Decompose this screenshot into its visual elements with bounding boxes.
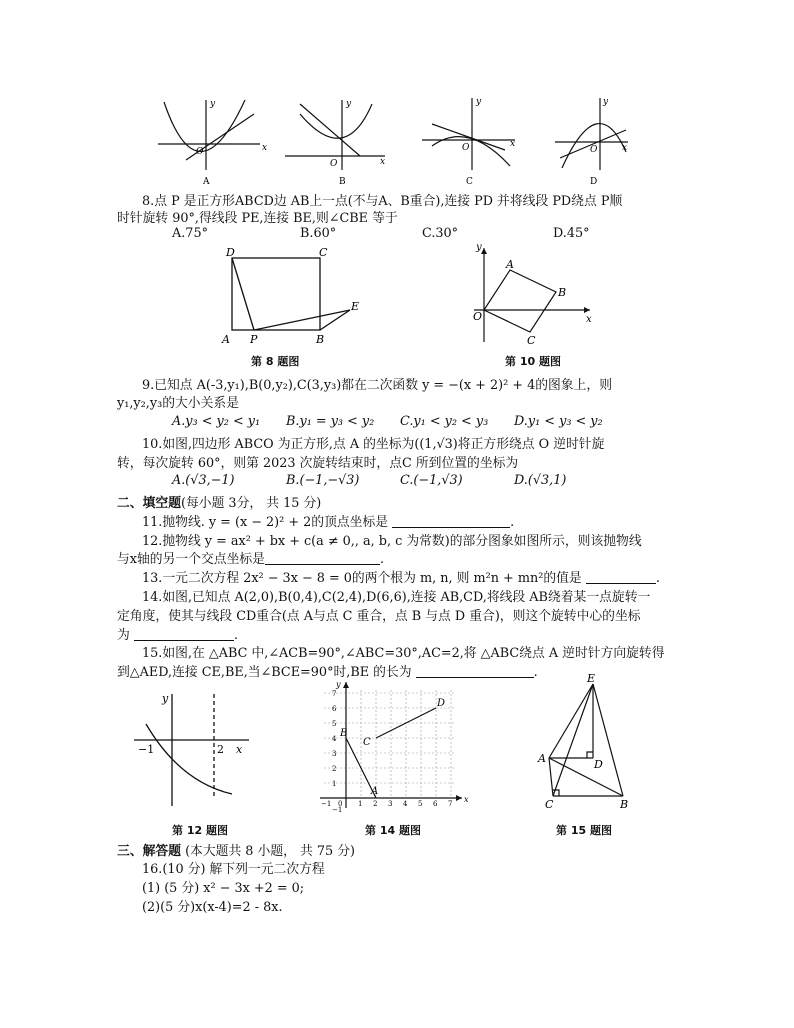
fig10-b: B [558, 286, 567, 299]
fig14-ytick-6: 6 [332, 705, 337, 713]
q13-answer-blank[interactable] [586, 571, 656, 584]
fig14-xtick-3: 3 [388, 800, 393, 808]
fig8-b: B [316, 333, 325, 344]
fig14-xtick-0: 0 [338, 800, 343, 808]
q13-end: . [655, 571, 660, 586]
fig12 [124, 690, 254, 810]
q11-end: . [510, 515, 515, 530]
fig10-y: y [476, 242, 482, 253]
fig14-x: x [464, 795, 469, 804]
fig14-xtick-4: 4 [403, 800, 408, 808]
section3-heading [117, 840, 355, 859]
fig15-c: C [545, 798, 554, 811]
q14-end: . [233, 628, 238, 643]
fig14-xtick-2: 2 [373, 800, 378, 808]
q9-line2: y₁,y₂,y₃的大小关系是 [117, 396, 239, 411]
graph-a-o: O [196, 147, 204, 157]
fig14-ytick-3: 3 [332, 750, 337, 758]
fig15-caption: 第 15 题图 [556, 824, 612, 837]
fig12-caption: 第 12 题图 [172, 824, 228, 837]
q8-option-d: D.45° [553, 226, 590, 241]
q15-end: . [533, 665, 538, 680]
graph-b-label: B [339, 177, 346, 187]
section3-title: 三、解答题 [117, 844, 181, 859]
section2-note: (每小题 3分， 共 15 分) [180, 496, 322, 511]
fig14-y: y [336, 680, 341, 689]
fig14-ytick-1: 1 [332, 780, 337, 788]
fig14-xtick-6: 6 [433, 800, 438, 808]
q8-line1: 8.点 P 是正方形ABCD边 AB上一点(不与A、B重合),连接 PD 并将线段 PD绕点 P顺 [142, 194, 623, 209]
fig8-caption: 第 8 题图 [251, 355, 300, 368]
graph-d-y: y [603, 97, 609, 107]
fig10 [462, 240, 602, 345]
fig12-minus1: −1 [138, 743, 155, 756]
q9-line1: 9.已知点 A(-3,y₁),B(0,y₂),C(3,y₃)都在二次函数 y = −(x + 2)² + 4的图象上，则 [142, 378, 612, 393]
graph-c [422, 98, 515, 170]
top-graphs [150, 92, 630, 187]
section3-note: (本大题共 8 小题， 共 75 分) [185, 844, 355, 859]
q12-end: . [379, 552, 385, 567]
fig14-xtick-neg1: −1 [321, 800, 332, 808]
section2-title: 二、填空题 [117, 496, 181, 511]
fig15-e: E [587, 672, 596, 685]
fig10-x: x [586, 314, 592, 325]
q16-head: 16.(10 分) 解下列一元二次方程 [142, 862, 325, 877]
fig14-ytick-4: 4 [332, 735, 337, 743]
fig8-e: E [351, 300, 360, 313]
graph-c-y: y [476, 97, 482, 107]
q8-option-c: C.30° [422, 226, 459, 241]
fig8-p: P [250, 333, 258, 344]
q12-line2-wrap [117, 548, 384, 567]
q8-line2: 时针旋转 90°,得线段 PE,连接 BE,则∠CBE 等于 [117, 211, 398, 226]
fig12-x: x [236, 743, 243, 756]
q10-option-b: B.(−1,−√3) [286, 473, 360, 488]
fig8-d: D [226, 246, 235, 259]
graph-b-o: O [330, 159, 338, 169]
q9-option-d: D.y₁ < y₃ < y₂ [514, 414, 603, 429]
fig14-ytick-7: 7 [332, 690, 337, 698]
q8-option-b: B.60° [300, 226, 337, 241]
fig15-a: A [538, 752, 546, 765]
q9-option-a: A.y₃ < y₂ < y₁ [172, 414, 261, 429]
fig10-c: C [527, 334, 536, 345]
q10-option-c: C.(−1,√3) [400, 473, 463, 488]
q16-part2: (2)(5 分)x(x-4)=2 - 8x. [142, 900, 283, 915]
q13-text: 13.一元二次方程 2x² − 3x − 8 = 0的两个根为 m, n, 则 m²n + mn²的值是 [142, 571, 582, 586]
q16-part1: (1) (5 分) x² − 3x +2 = 0; [142, 881, 305, 896]
fig10-caption: 第 10 题图 [505, 355, 561, 368]
q14-line1: 14.如图,已知点 A(2,0),B(0,4),C(2,4),D(6,6),连接 AB,CD,将线段 AB绕着某一点旋转一 [142, 590, 651, 605]
q9-option-b: B.y₁ = y₃ < y₂ [286, 414, 375, 429]
q12-line2: 与x轴的另一个交点坐标是 [117, 552, 265, 567]
graph-d-x: x [622, 143, 628, 153]
fig14-xtick-5: 5 [418, 800, 423, 808]
graph-b-x: x [380, 157, 386, 167]
fig14-a: A [371, 786, 379, 797]
fig14-ytick-neg1: −1 [332, 806, 343, 814]
q9-option-c: C.y₁ < y₂ < y₃ [400, 414, 489, 429]
q13 [142, 567, 660, 586]
graph-d-label: D [590, 177, 598, 187]
q11-text: 11.抛物线. y = (x − 2)² + 2的顶点坐标是 [142, 515, 389, 530]
q10-option-d: D.(√3,1) [514, 473, 567, 488]
fig14-b: B [340, 728, 348, 739]
fig14-d: D [437, 698, 446, 709]
graph-d [555, 98, 628, 170]
fig8 [220, 244, 365, 344]
fig10-a: A [506, 258, 514, 271]
graph-c-x: x [510, 139, 516, 149]
graph-d-o: O [590, 145, 598, 155]
fig15 [535, 672, 635, 812]
q14-answer-blank[interactable] [134, 628, 234, 641]
graph-c-label: C [466, 177, 473, 187]
graph-a-label: A [203, 177, 210, 187]
fig14 [312, 678, 477, 818]
q8-option-a: A.75° [172, 226, 208, 241]
fig10-o: O [473, 310, 483, 323]
q10-line1: 10.如图,四边形 ABCO 为正方形,点 A 的坐标为((1,√3)将正方形绕点 O 逆时针旋 [142, 437, 605, 452]
q11 [142, 511, 514, 530]
q14-line2: 定角度，使其与线段 CD重合(点 A与点 C 重合，点 B 与点 D 重合)，则这个旋转中心的坐标 [117, 609, 641, 624]
graph-b-y: y [346, 99, 352, 109]
q10-line2: 转，每次旋转 60°，则第 2023 次旋转结束时，点C 所到位置的坐标为 [117, 456, 519, 471]
q11-answer-blank[interactable] [392, 515, 510, 528]
fig8-c: C [319, 246, 328, 259]
fig15-d: D [594, 758, 603, 771]
fig12-y: y [162, 692, 169, 705]
graph-a [158, 100, 260, 170]
section2-heading [117, 492, 321, 511]
q14-line3: 为 [117, 628, 130, 643]
fig8-a: A [222, 333, 230, 344]
graph-c-o: O [462, 143, 470, 153]
fig14-ytick-5: 5 [332, 720, 337, 728]
graph-a-x: x [262, 143, 268, 153]
q15-line2: 到△AED,连接 CE,BE,当∠BCE=90°时,BE 的长为 [117, 665, 412, 680]
fig14-ytick-2: 2 [332, 765, 337, 773]
q12-line1: 12.抛物线 y = ax² + bx + c(a ≠ 0,, a, b, c 为常数)的部分图象如图所示，则该抛物线 [142, 534, 642, 549]
graph-a-y: y [210, 99, 216, 109]
q14-line3-wrap [117, 624, 238, 643]
q12-answer-blank[interactable] [265, 552, 380, 565]
q15-line1: 15.如图,在 △ABC 中,∠ACB=90°,∠ABC=30°,AC=2,将 △ABC绕点 A 逆时针方向旋转得 [142, 646, 665, 661]
fig14-xtick-1: 1 [358, 800, 363, 808]
fig14-xtick-7: 7 [448, 800, 453, 808]
fig15-b: B [620, 798, 629, 811]
fig14-caption: 第 14 题图 [365, 824, 421, 837]
fig14-c: C [363, 737, 371, 748]
fig12-2: 2 [217, 743, 224, 756]
q10-option-a: A.(√3,−1) [172, 473, 235, 488]
q15-answer-blank[interactable] [416, 665, 534, 678]
